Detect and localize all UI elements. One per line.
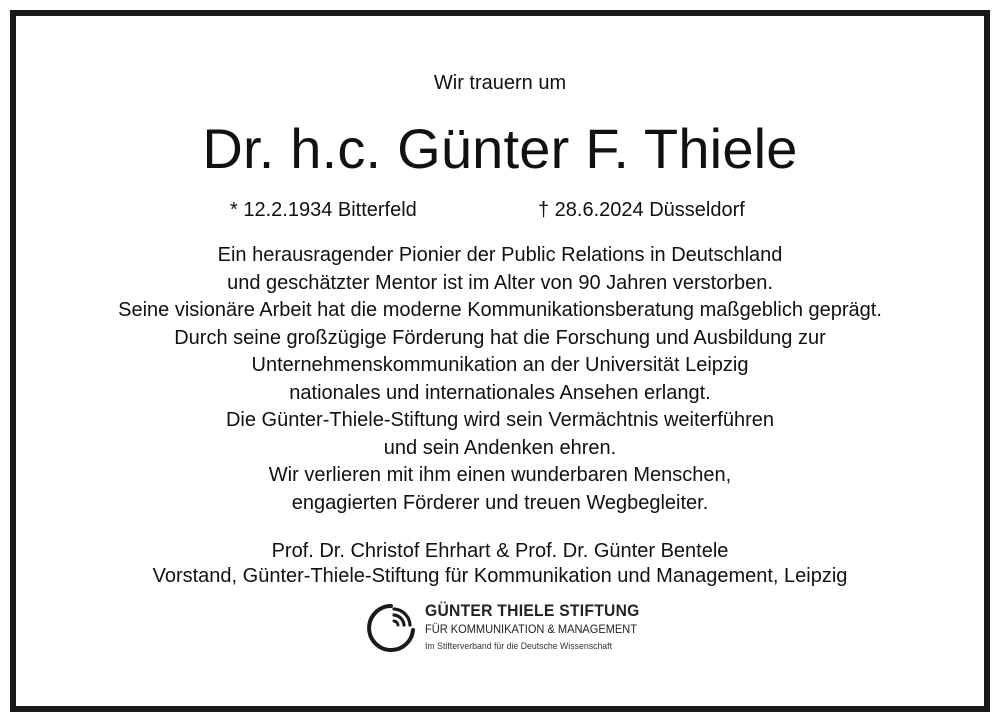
signer-organization: Vorstand, Günter-Thiele-Stiftung für Kommunikation und Management, Leipzig (152, 565, 848, 587)
signer-names: Prof. Dr. Christof Ehrhart & Prof. Dr. Günter Bentele (271, 540, 729, 562)
text-line: und geschätzter Mentor ist im Alter von 90 Jahren verstorben. (227, 271, 773, 294)
text-line: Seine visionäre Arbeit hat die moderne Kommunikationsberatung maßgeblich geprägt. (118, 299, 882, 321)
intro-text: Wir trauern um (433, 72, 567, 94)
foundation-logo-icon (367, 600, 419, 656)
text-line: Unternehmenskommunikation an der Universität Leipzig (251, 354, 749, 376)
signature-block (0, 539, 1000, 589)
text-line: nationales und internationales Ansehen erlangt. (289, 381, 711, 404)
death-date: † 28.6.2024 Düsseldorf (538, 199, 745, 221)
logo-subtitle: FÜR KOMMUNIKATION & MANAGEMENT (425, 622, 638, 636)
text-line: Wir verlieren mit ihm einen wunderbaren Menschen, (268, 464, 732, 486)
text-line: Durch seine großzügige Förderung hat die Forschung und Ausbildung zur (174, 326, 826, 349)
text-line: engagierten Förderer und treuen Wegbegleiter. (291, 491, 709, 514)
text-line: Die Günter-Thiele-Stiftung wird sein Vermächtnis weiterführen (225, 409, 775, 431)
text-line: und sein Andenken ehren. (383, 436, 617, 459)
obituary-text (0, 242, 1000, 517)
logo-tagline: Im Stifterverband für die Deutsche Wissenschaft (425, 641, 613, 652)
deceased-name: Dr. h.c. Günter F. Thiele (202, 117, 798, 180)
logo-title: GÜNTER THIELE STIFTUNG (425, 601, 640, 620)
birth-date: * 12.2.1934 Bitterfeld (230, 199, 417, 221)
text-line: Ein herausragender Pionier der Public Relations in Deutschland (217, 244, 783, 266)
foundation-logo (367, 598, 647, 658)
